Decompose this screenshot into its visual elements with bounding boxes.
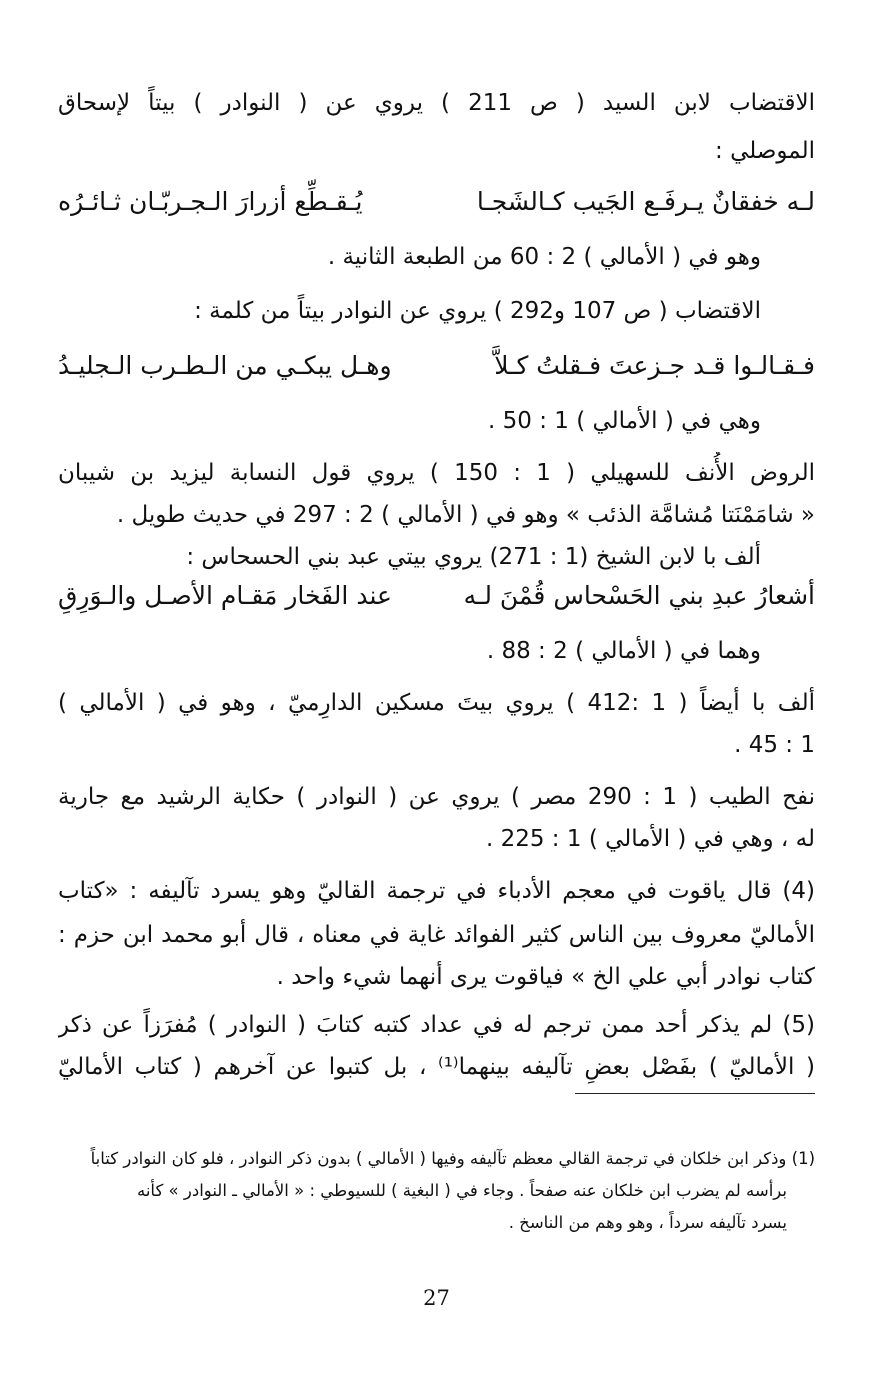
verse-hemistich-second: وهـل يبكـي من الـطـرب الـجليـدُ bbox=[58, 351, 392, 380]
text-line: ألف با لابن الشيخ (1 : 271) يروي بيتي عبد بني الحسحاس : bbox=[186, 544, 761, 570]
footnote-line: يسرد تآليفه سرداً ، وهو وهم من الناسخ . bbox=[508, 1213, 787, 1232]
footnote-divider bbox=[575, 1093, 815, 1094]
verse-1 bbox=[58, 180, 815, 224]
verse-3 bbox=[58, 574, 815, 618]
text-line: وهي في ( الأمالي ) 1 : 50 . bbox=[487, 408, 761, 434]
verse-hemistich-second: عند الفَخار مَقـام الأصـل والـوَرِقِ bbox=[58, 581, 392, 610]
text-line: ( الأماليّ ) بفَصْل بعضِ تآليفه بينهما⁽¹⁾ ، بل كتبوا عن آخرهم ( كتاب الأماليّ bbox=[58, 1054, 815, 1080]
text-line: الاقتضاب ( ص 107 و292 ) يروي عن النوادر بيتاً من كلمة : bbox=[194, 298, 761, 324]
footnote-line: برأسه لم يضرب ابن خلكان عنه صفحاً . وجاء في ( البغية ) للسيوطي : « الأمالي ـ النوادر » كأنه bbox=[136, 1181, 787, 1200]
text-line: وهما في ( الأمالي ) 2 : 88 . bbox=[486, 638, 761, 664]
verse-hemistich-first: لـه خفقانٌ يـرفَـع الجَيب كـالشَجـا bbox=[476, 187, 815, 216]
text-line: وهو في ( الأمالي ) 2 : 60 من الطبعة الثانية . bbox=[327, 244, 761, 270]
verse-hemistich-first: فـقـالـوا قـد جـزعتَ فـقلتُ كـلاَّ bbox=[494, 351, 815, 380]
text-line: الروض الأُنف للسهيلي ( 1 : 150 ) يروي قول النسابة ليزيد بن شيبان bbox=[58, 460, 815, 486]
verse-2 bbox=[58, 344, 815, 388]
text-line: كتاب نوادر أبي علي الخ » فياقوت يرى أنهما شيء واحد . bbox=[276, 964, 815, 990]
text-line: 1 : 45 . bbox=[734, 732, 815, 758]
verse-hemistich-second: يُـقـطِّع أزرارَ الـجـربّـان ثـائـرُه bbox=[58, 187, 363, 216]
text-line: الاقتضاب لابن السيد ( ص 211 ) يروي عن ( النوادر ) بيتاً لإسحاق bbox=[58, 90, 815, 116]
text-line: الأماليّ معروف بين الناس كثير الفوائد غاية في معناه ، قال أبو محمد ابن حزم : bbox=[58, 922, 815, 948]
text-line: نفح الطيب ( 1 : 290 مصر ) يروي عن ( النوادر ) حكاية الرشيد مع جارية bbox=[58, 784, 815, 810]
footnote-line: (1) وذكر ابن خلكان في ترجمة القالي معظم تآليفه وفيها ( الأمالي ) بدون ذكر النوادر ، فلو كان النوادر كتاباً bbox=[90, 1149, 815, 1168]
page-number: 27 bbox=[423, 1286, 450, 1310]
text-line: له ، وهي في ( الأمالي ) 1 : 225 . bbox=[485, 826, 815, 852]
text-line: الموصلي : bbox=[715, 138, 815, 164]
text-line: (4) قال ياقوت في معجم الأدباء في ترجمة القاليّ وهو يسرد تآليفه : «كتاب bbox=[58, 878, 815, 904]
verse-hemistich-first: أشعارُ عبدِ بني الحَسْحاس قُمْنَ لـه bbox=[463, 581, 815, 610]
text-line: ألف با أيضاً ( 1 :412 ) يروي بيتَ مسكين الدارِميّ ، وهو في ( الأمالي ) bbox=[58, 690, 815, 716]
text-line: « شامَمْنَتا مُشامَّة الذئب » وهو في ( الأمالي ) 2 : 297 في حديث طويل . bbox=[116, 502, 815, 528]
text-line: (5) لم يذكر أحد ممن ترجم له في عداد كتبه كتابَ ( النوادر ) مُفرَزاً عن ذكر bbox=[58, 1012, 815, 1038]
